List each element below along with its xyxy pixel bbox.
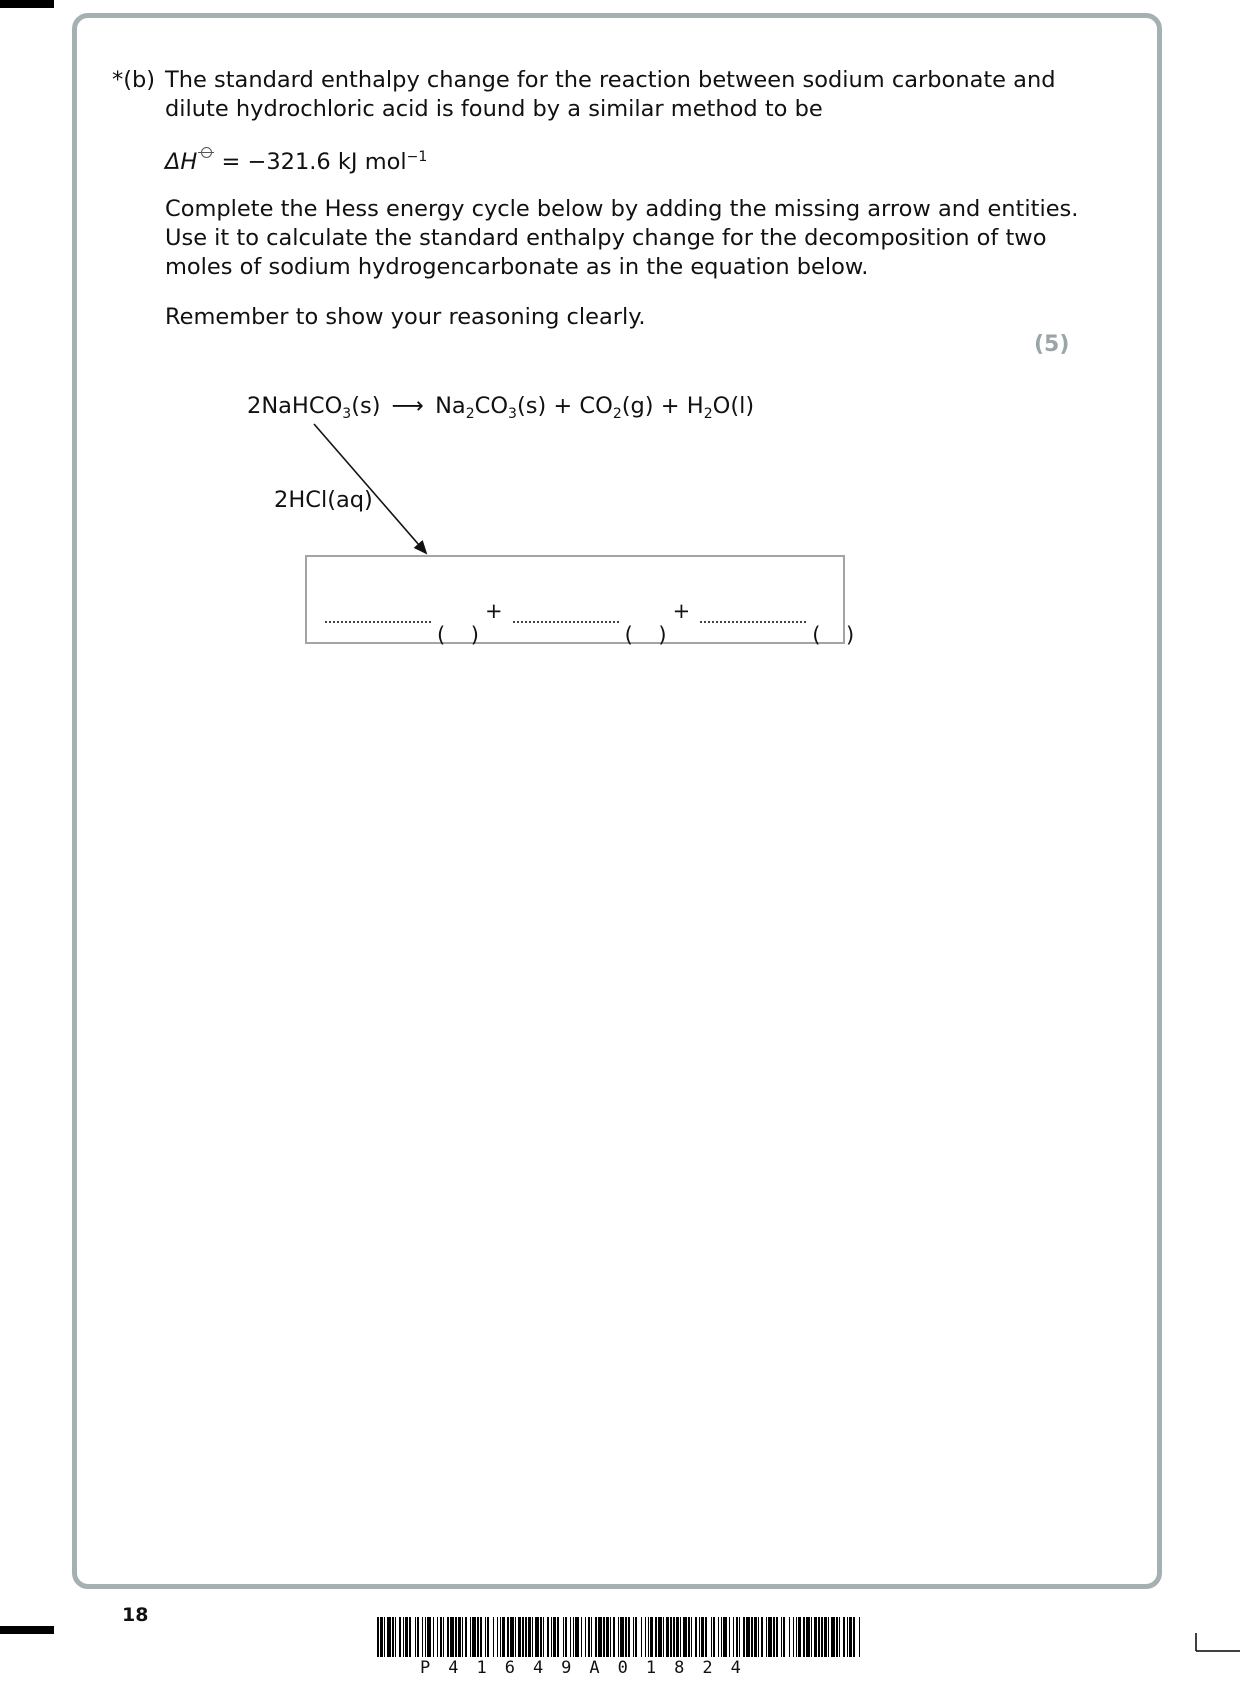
reminder-text: Remember to show your reasoning clearly.: [165, 304, 646, 330]
plus-sign: +: [553, 393, 573, 419]
entity-blank-1[interactable]: [325, 607, 431, 623]
product-water: $H_2O(l)$: [686, 393, 755, 422]
corner-crop-mark: [1195, 1633, 1240, 1693]
page-number: 18: [122, 1604, 149, 1626]
reaction-arrow: ⟶: [391, 393, 424, 419]
delta-h-symbol: ΔH: [165, 149, 198, 175]
reactant-formula: 2NaHCO$_3$(s): [247, 393, 381, 422]
entity-blank-2[interactable]: [513, 607, 619, 623]
barcode-number: P41649A01824: [420, 1658, 759, 1678]
plus-sign: +: [672, 599, 691, 623]
entities-answer-line: ( ) + ( ) + ( ): [325, 599, 854, 623]
plus-sign: +: [660, 393, 680, 419]
reagent-label: 2HCl(aq): [274, 487, 373, 513]
instruction-line-3: moles of sodium hydrogencarbonate as in the equation below.: [165, 254, 869, 280]
product-sodium-carbonate: $Na_2CO_3(s)$: [435, 393, 547, 422]
intro-line-2: dilute hydrochloric acid is found by a similar method to be: [165, 96, 823, 122]
barcode-image: [377, 1617, 860, 1657]
instruction-line-2: Use it to calculate the standard enthalpy change for the decomposition of two: [165, 225, 1047, 251]
entities-answer-box: [305, 555, 855, 647]
delta-h-value: = −321.6 kJ mol: [221, 149, 407, 175]
plus-sign: +: [485, 599, 503, 623]
marks-allocation: (5): [1034, 332, 1070, 357]
unit-exponent: −1: [406, 149, 428, 165]
question-label: *(b): [112, 67, 156, 93]
entity-blank-3[interactable]: [700, 607, 806, 623]
product-carbon-dioxide: $CO_2(g)$: [579, 393, 654, 422]
intro-line-1: The standard enthalpy change for the reaction between sodium carbonate and: [165, 67, 1056, 93]
instruction-line-1: Complete the Hess energy cycle below by adding the missing arrow and entities.: [165, 196, 1079, 222]
